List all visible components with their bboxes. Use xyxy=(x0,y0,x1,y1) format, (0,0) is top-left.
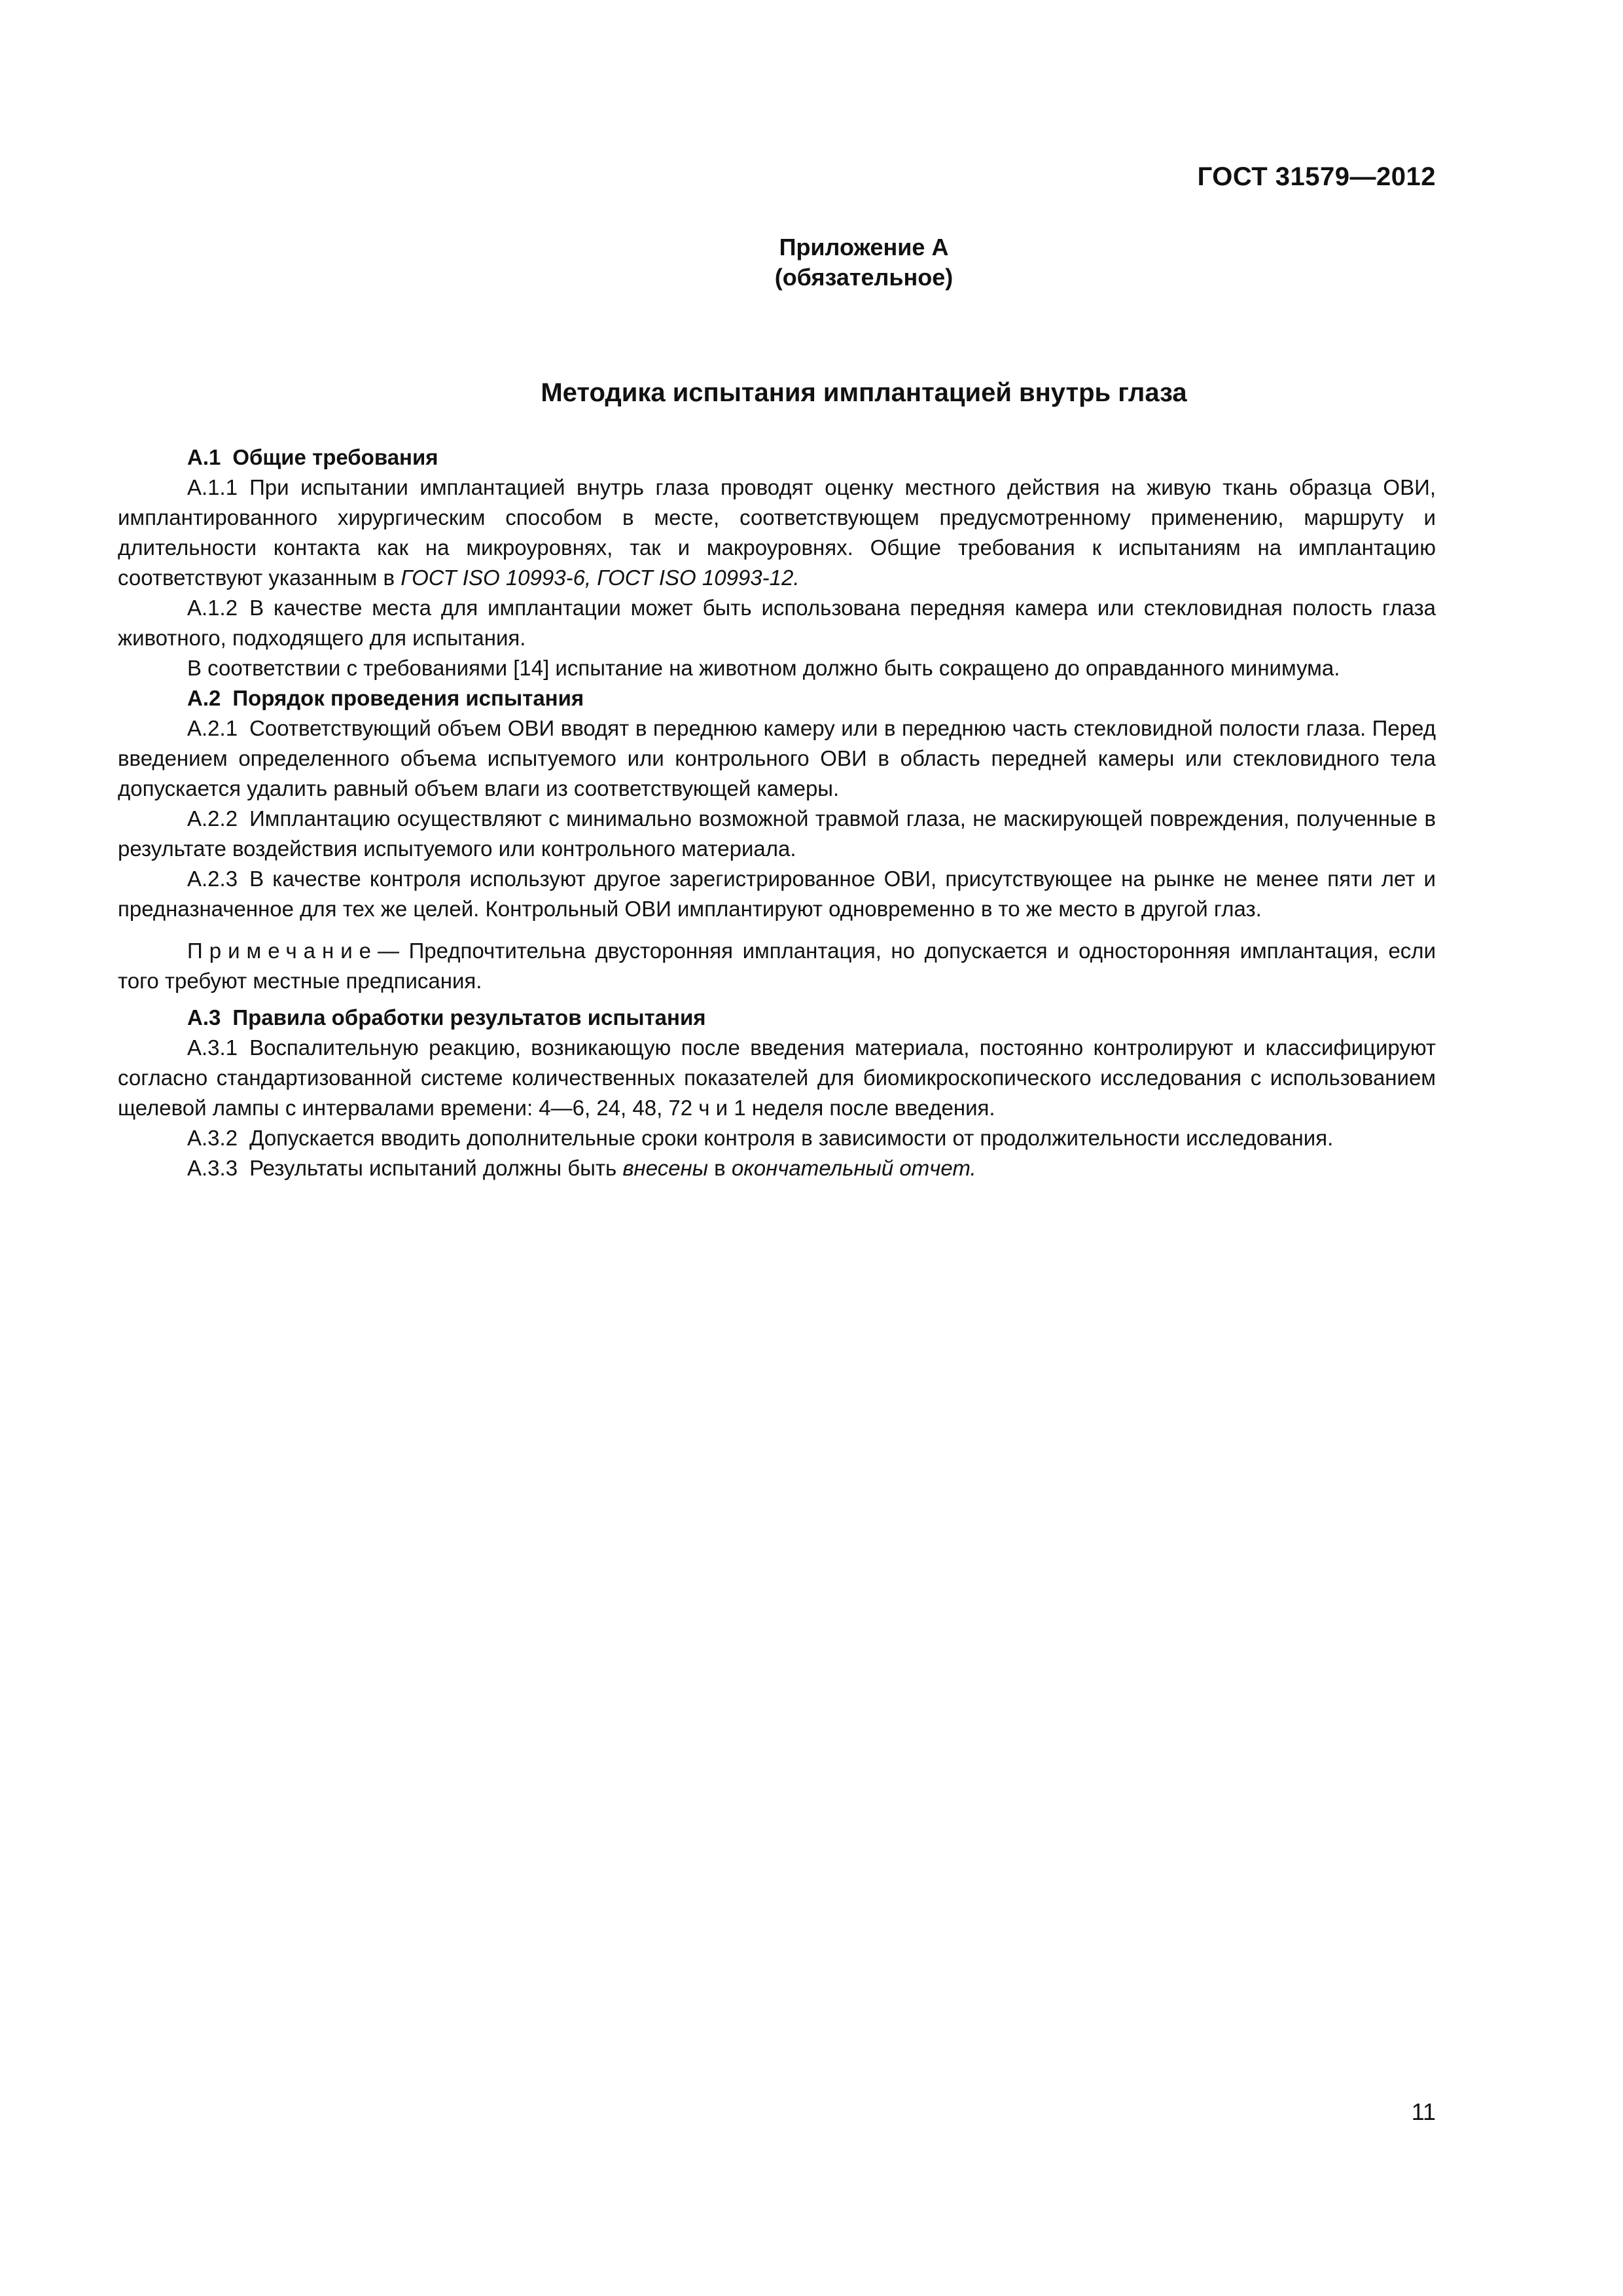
paragraph-number: А.2.1 xyxy=(187,716,238,740)
section-heading-a1 xyxy=(118,442,1436,473)
paragraph-number: А.2.3 xyxy=(187,867,238,891)
document-title: Методика испытания имплантацией внутрь глаза xyxy=(541,378,1187,407)
paragraph-text: В качестве контроля используют другое зарегистрированное ОВИ, присутствующее на рынке не менее пяти лет и предназначенное для тех же целей. Контрольный ОВИ имплантируют одновременно в то же место в другой глаз. xyxy=(118,867,1436,921)
paragraph-a1-1 xyxy=(118,473,1436,593)
note-text: — Предпочтительна двусторонняя имплантация, но допускается и односторонняя имплантация, если того требуют местные предписания. xyxy=(118,939,1436,993)
section-title: Порядок проведения испытания xyxy=(232,686,584,710)
paragraph-text: Результаты испытаний должны быть xyxy=(249,1156,623,1180)
emphasis-text: внесены xyxy=(622,1156,708,1180)
paragraph-number: А.2.2 xyxy=(187,806,238,831)
paragraph-text: в xyxy=(708,1156,732,1180)
paragraph-a2-2 xyxy=(118,804,1436,864)
document-number: ГОСТ 31579—2012 xyxy=(1197,162,1436,191)
paragraph-a3-3 xyxy=(118,1153,1436,1183)
paragraph-text: В соответствии с требованиями [14] испытание на животном должно быть сокращено до оправданного минимума. xyxy=(187,656,1340,680)
paragraph-number: А.3.2 xyxy=(187,1126,238,1150)
section-heading-a2 xyxy=(118,683,1436,713)
paragraph-number: А.1.2 xyxy=(187,596,238,620)
note-label: Примечание xyxy=(187,939,378,963)
section-number: А.2 xyxy=(187,686,221,710)
paragraph-text: В качестве места для имплантации может быть использована передняя камера или стекловидная полость глаза животного, подходящего для испытания. xyxy=(118,596,1436,650)
paragraph-a2-3 xyxy=(118,864,1436,924)
paragraph-a3-2 xyxy=(118,1123,1436,1153)
section-title: Общие требования xyxy=(232,445,438,469)
section-title: Правила обработки результатов испытания xyxy=(232,1005,706,1030)
paragraph-number: А.1.1 xyxy=(187,475,238,499)
paragraph-text: Имплантацию осуществляют с минимально возможной травмой глаза, не маскирующей повреждения, полученные в результате воздействия испытуемого или контрольного материала. xyxy=(118,806,1436,861)
paragraph-text: При испытании имплантацией внутрь глаза проводят оценку местного действия на живую ткань образца ОВИ, имплантированного хирургическим способом в месте, соответствующем предусмотренному применению, маршруту и длительности контакта как на микроуровнях, так и макроуровнях. Общие требования к испытаниям на имплантацию соответствуют указанным в xyxy=(118,475,1436,590)
section-number: А.1 xyxy=(187,445,221,469)
appendix-heading xyxy=(0,232,1623,293)
paragraph-text: Соответствующий объем ОВИ вводят в переднюю камеру или в переднюю часть стекловидной полости глаза. Перед введением определенного объема испытуемого или контрольного ОВИ в область передней камеры или стекловидного тела допускается удалить равный объем влаги из соответствующей камеры. xyxy=(118,716,1436,800)
emphasis-text: окончательный отчет. xyxy=(731,1156,976,1180)
paragraph-a2-1 xyxy=(118,713,1436,804)
section-number: А.3 xyxy=(187,1005,221,1030)
paragraph-a3-1 xyxy=(118,1033,1436,1123)
paragraph-a1-3 xyxy=(118,653,1436,683)
paragraph-text: Допускается вводить дополнительные сроки контроля в зависимости от продолжительности исследования. xyxy=(249,1126,1334,1150)
standard-references: ГОСТ ISO 10993-6, ГОСТ ISO 10993-12. xyxy=(401,565,800,590)
paragraph-a1-2 xyxy=(118,593,1436,653)
appendix-status: (обязательное) xyxy=(774,264,954,291)
document-body xyxy=(118,442,1436,1183)
paragraph-number: А.3.3 xyxy=(187,1156,238,1180)
note-paragraph xyxy=(118,936,1436,996)
appendix-title: Приложение А xyxy=(779,234,949,260)
paragraph-text: Воспалительную реакцию, возникающую после введения материала, постоянно контролируют и классифицируют согласно стандартизованной системе количественных показателей для биомикроскопического исследования с использованием щелевой лампы с интервалами времени: 4—6, 24, 48, 72 ч и 1 неделя после введения. xyxy=(118,1035,1436,1120)
paragraph-number: А.3.1 xyxy=(187,1035,238,1060)
page-number: 11 xyxy=(1411,2098,1436,2125)
section-heading-a3 xyxy=(118,1003,1436,1033)
